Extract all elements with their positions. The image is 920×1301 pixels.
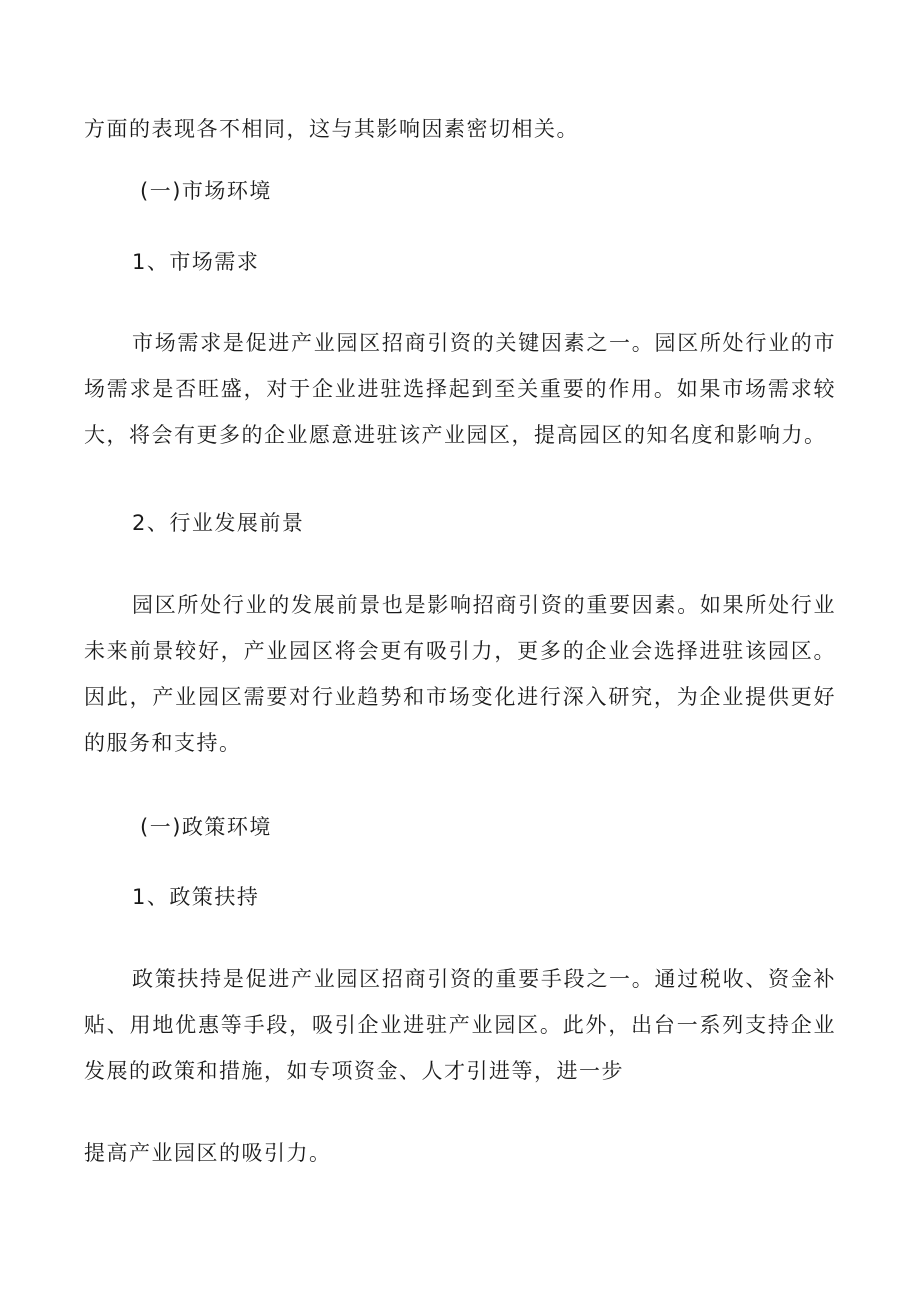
paragraph-market-demand: 市场需求是促进产业园区招商引资的关键因素之一。园区所处行业的市场需求是否旺盛，对于企业进驻选择起到至关重要的作用。如果市场需求较大，将会有更多的企业愿意进驻该产业园区，提高园区的知名度和影响力。 — [84, 331, 836, 447]
section-heading-policy: (一)政策环境 — [140, 815, 272, 839]
subheading-market-demand: 1、市场需求 — [132, 250, 260, 274]
paragraph-industry-outlook: 园区所处行业的发展前景也是影响招商引资的重要因素。如果所处行业未来前景较好，产业园区将会更有吸引力，更多的企业会选择进驻该园区。因此，产业园区需要对行业趋势和市场变化进行深入研究，为企业提供更好的服务和支持。 — [84, 593, 836, 755]
subheading-industry-outlook: 2、行业发展前景 — [132, 511, 305, 535]
paragraph-policy-support: 政策扶持是促进产业园区招商引资的重要手段之一。通过税收、资金补贴、用地优惠等手段，吸引企业进驻产业园区。此外，出台一系列支持企业发展的政策和措施，如专项资金、人才引进等，进一步 — [84, 967, 836, 1083]
section-heading-market: (一)市场环境 — [140, 179, 272, 203]
subheading-policy-support: 1、政策扶持 — [132, 885, 260, 909]
closing-line: 提高产业园区的吸引力。 — [84, 1141, 332, 1165]
intro-line: 方面的表现各不相同，这与其影响因素密切相关。 — [84, 117, 579, 141]
